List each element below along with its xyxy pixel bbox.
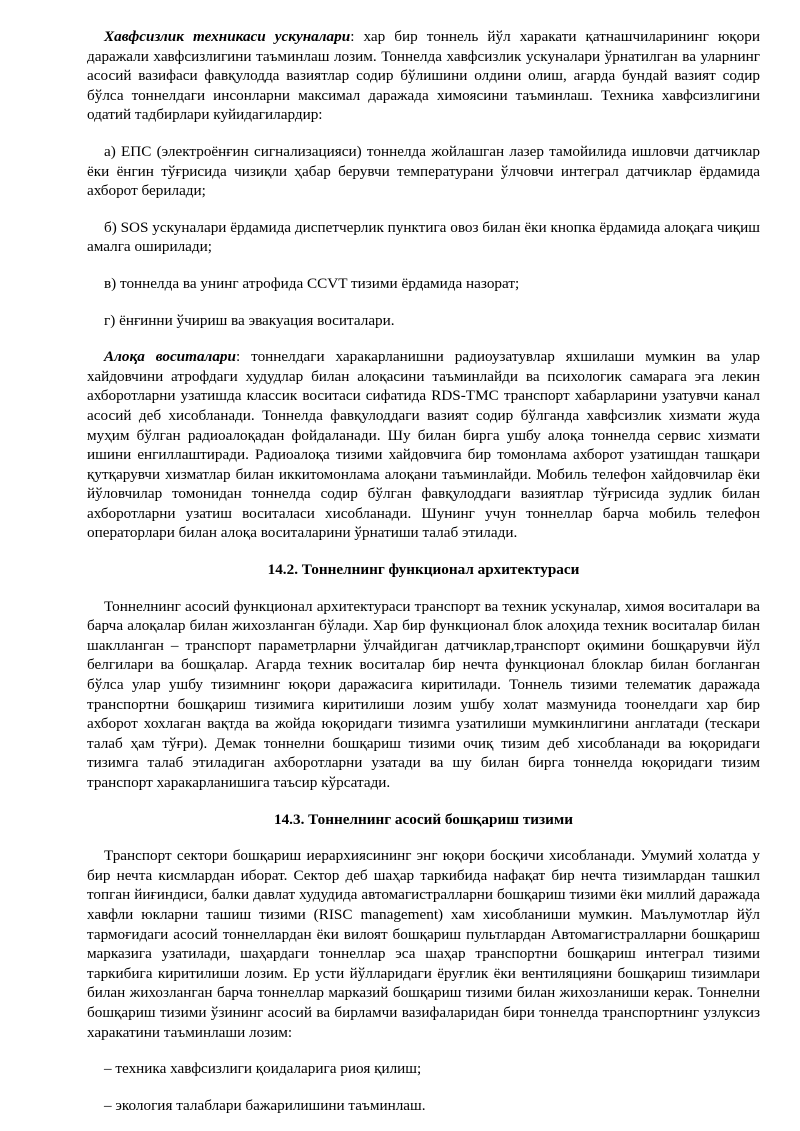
section-14-3-heading: 14.3. Тоннелнинг асосий бошқариш тизими (273, 810, 574, 828)
section-14-2-text: Тоннелнинг асосий функционал архитектураси транспорт ва техник ускуналар, химоя воситалари ва барча алоқалар билан жихозланган бўлади. Хар бир функционал блок алоҳида техник воситалар билан шаклланган – транспорт параметрларни ўлчайдиган датчиклар,транспорт оқимини бошқарувчи йўл белгилари ва бошқалар. Агарда техник воситалар бир нечта функционал блоклар билан богланган бўлса улар ушбу тизимнинг юқори даражасига киритилади. Тоннель тизими телематик даражада транспортни бошқариш тизимига киритилиши лозим ушбу холат мазмунида тоонелдаги хар бир ахборот хохлаган вақтда ва жойда юқоридаги тизимга узатилиши мумкинлигини англатади (тескари талаб ҳам тўғри). Демак тоннелни бошқариш тизими очиқ тизим деб хисобланади ва юқоридаги тизимга талаб этиладиган ахборотларни узатади ва шу билан бирга тоннелда юқоридаги тизим транспорт харакарланишига таъсир кўрсатади. (87, 597, 760, 791)
safety-item-a: а) ЕПС (электроёнғин сигнализацияси) тоннелда жойлашган лазер тамойилида ишловчи датчиклар ёки ёнгин тўғрисида чизиқли ҳабар берувчи температурани ўлчовчи интеграл датчиклар ёрдамида ахборот берилади; (87, 142, 760, 200)
section-14-3-item-2: – экология талаблари бажарилишини таъминлаш. (104, 1096, 426, 1114)
communication-paragraph (87, 347, 760, 543)
section-14-3-text: Транспорт сектори бошқариш иерархиясининг энг юқори босқичи хисобланади. Умумий холатда у бир нечта кисмлардан иборат. Сектор деб шаҳар таркибида нафақат бир нечта тизимлардан ташкил топган йиғиндиси, балки давлат худудида автомагистралларни бошқариш тизими ёки миллий даражада хавфли юкларни ташиш тизими (RISC management) хам хисобланиши мумкин. Маълумотлар йўл тармоғидаги асосий тоннеллардан ёки вилоят бошқариш пультлардан Автомагистралларни бошқариш марказига узатилади, шаҳардаги тоннеллар эса шаҳар транспортни бошқариш интеграл тизими таркибига киритилиши лозим. Ер усти йўлларидаги ёруғлик ёки вентиляцияни бошқариш тизимлари билан жихозланган барча тоннеллар марказий бошқариш тизими билан жихозланиши керак. Тоннелни бошқариш тизими ўзининг асосий ва бирламчи вазифаларидан бири тоннелда транспортнинг узлуксиз харакатини таъминлаши лозим: (87, 847, 760, 1041)
safety-item-b: б) SOS ускуналари ёрдамида диспетчерлик пунктига овоз билан ёки кнопка ёрдамида алоқага чиқиш амалга оширилади; (87, 218, 760, 256)
communication-text: : тоннелдаги харакарланишни радиоузатувлар яхшилаши мумкин ва улар хайдовчини атрофдаги худудлар билан алоқасини таъминлайди ва психологик самарага эга лекин ахборотларни узатишда классик воситаси сифатида RDS-TMC транспорт хабарларини узатувчи канал асосий деб хисобланади. Тоннелда фавқулоддаги вазият содир бўлганда хавфсизлик хизмати жуда муҳим бўлган радиоалоқадан фойдаланади. Шу билан бирга ушбу алоқа тоннелда сервис хизмати ишини енгиллаштиради. Радиоалоқа тизими хайдовчига бир томонлама ахборот узатишдан ташқари қутқарувчи хизматлар билан иккитомонлама алоқани таъминлайди. Мобиль телефон хайдовчилар ёки йўловчилар томонидан тоннелда содир бўлган фавқулоддаги вазиятлар тўғрисида зудлик билан ахборотларни узатиш воситаласи хисобланади. Шунинг учун тоннеллар барча мобиль телефон операторлари билан алоқа воситаларини ўрнатиши талаб этилади. (87, 348, 760, 542)
communication-lead: Алоқа воситалари (104, 348, 236, 366)
safety-item-d: г) ёнғинни ўчириш ва эвакуация воситалари. (104, 311, 395, 329)
section-14-3-item-1: – техника хавфсизлиги қоидаларига риоя қилиш; (104, 1060, 422, 1078)
safety-item-c: в) тоннелда ва унинг атрофида CCVT тизими ёрдамида назорат; (104, 274, 520, 292)
section-14-2-heading: 14.2. Тоннелнинг функционал архитектураси (267, 561, 580, 579)
intro-paragraph (87, 27, 760, 125)
intro-lead: Хавфсизлик техникаси ускуналари (104, 28, 351, 45)
intro-text: : хар бир тоннель йўл харакати қатнашчиларининг юқори даражали хавфсизлигини таъминлаш лозим. Тоннелда хавфсизлик ускуналари ўрнатилган ва уларнинг асосий вазифаси фавқулодда вазиятлар содир бўлишини олдини олиш, агарда бундай вазият содир бўлса тоннелдаги инсонларни максимал даражада химоясини таъминлаш. Техника хавфсизлигини одатий тадбирлари куйидагилардир: (87, 28, 760, 124)
